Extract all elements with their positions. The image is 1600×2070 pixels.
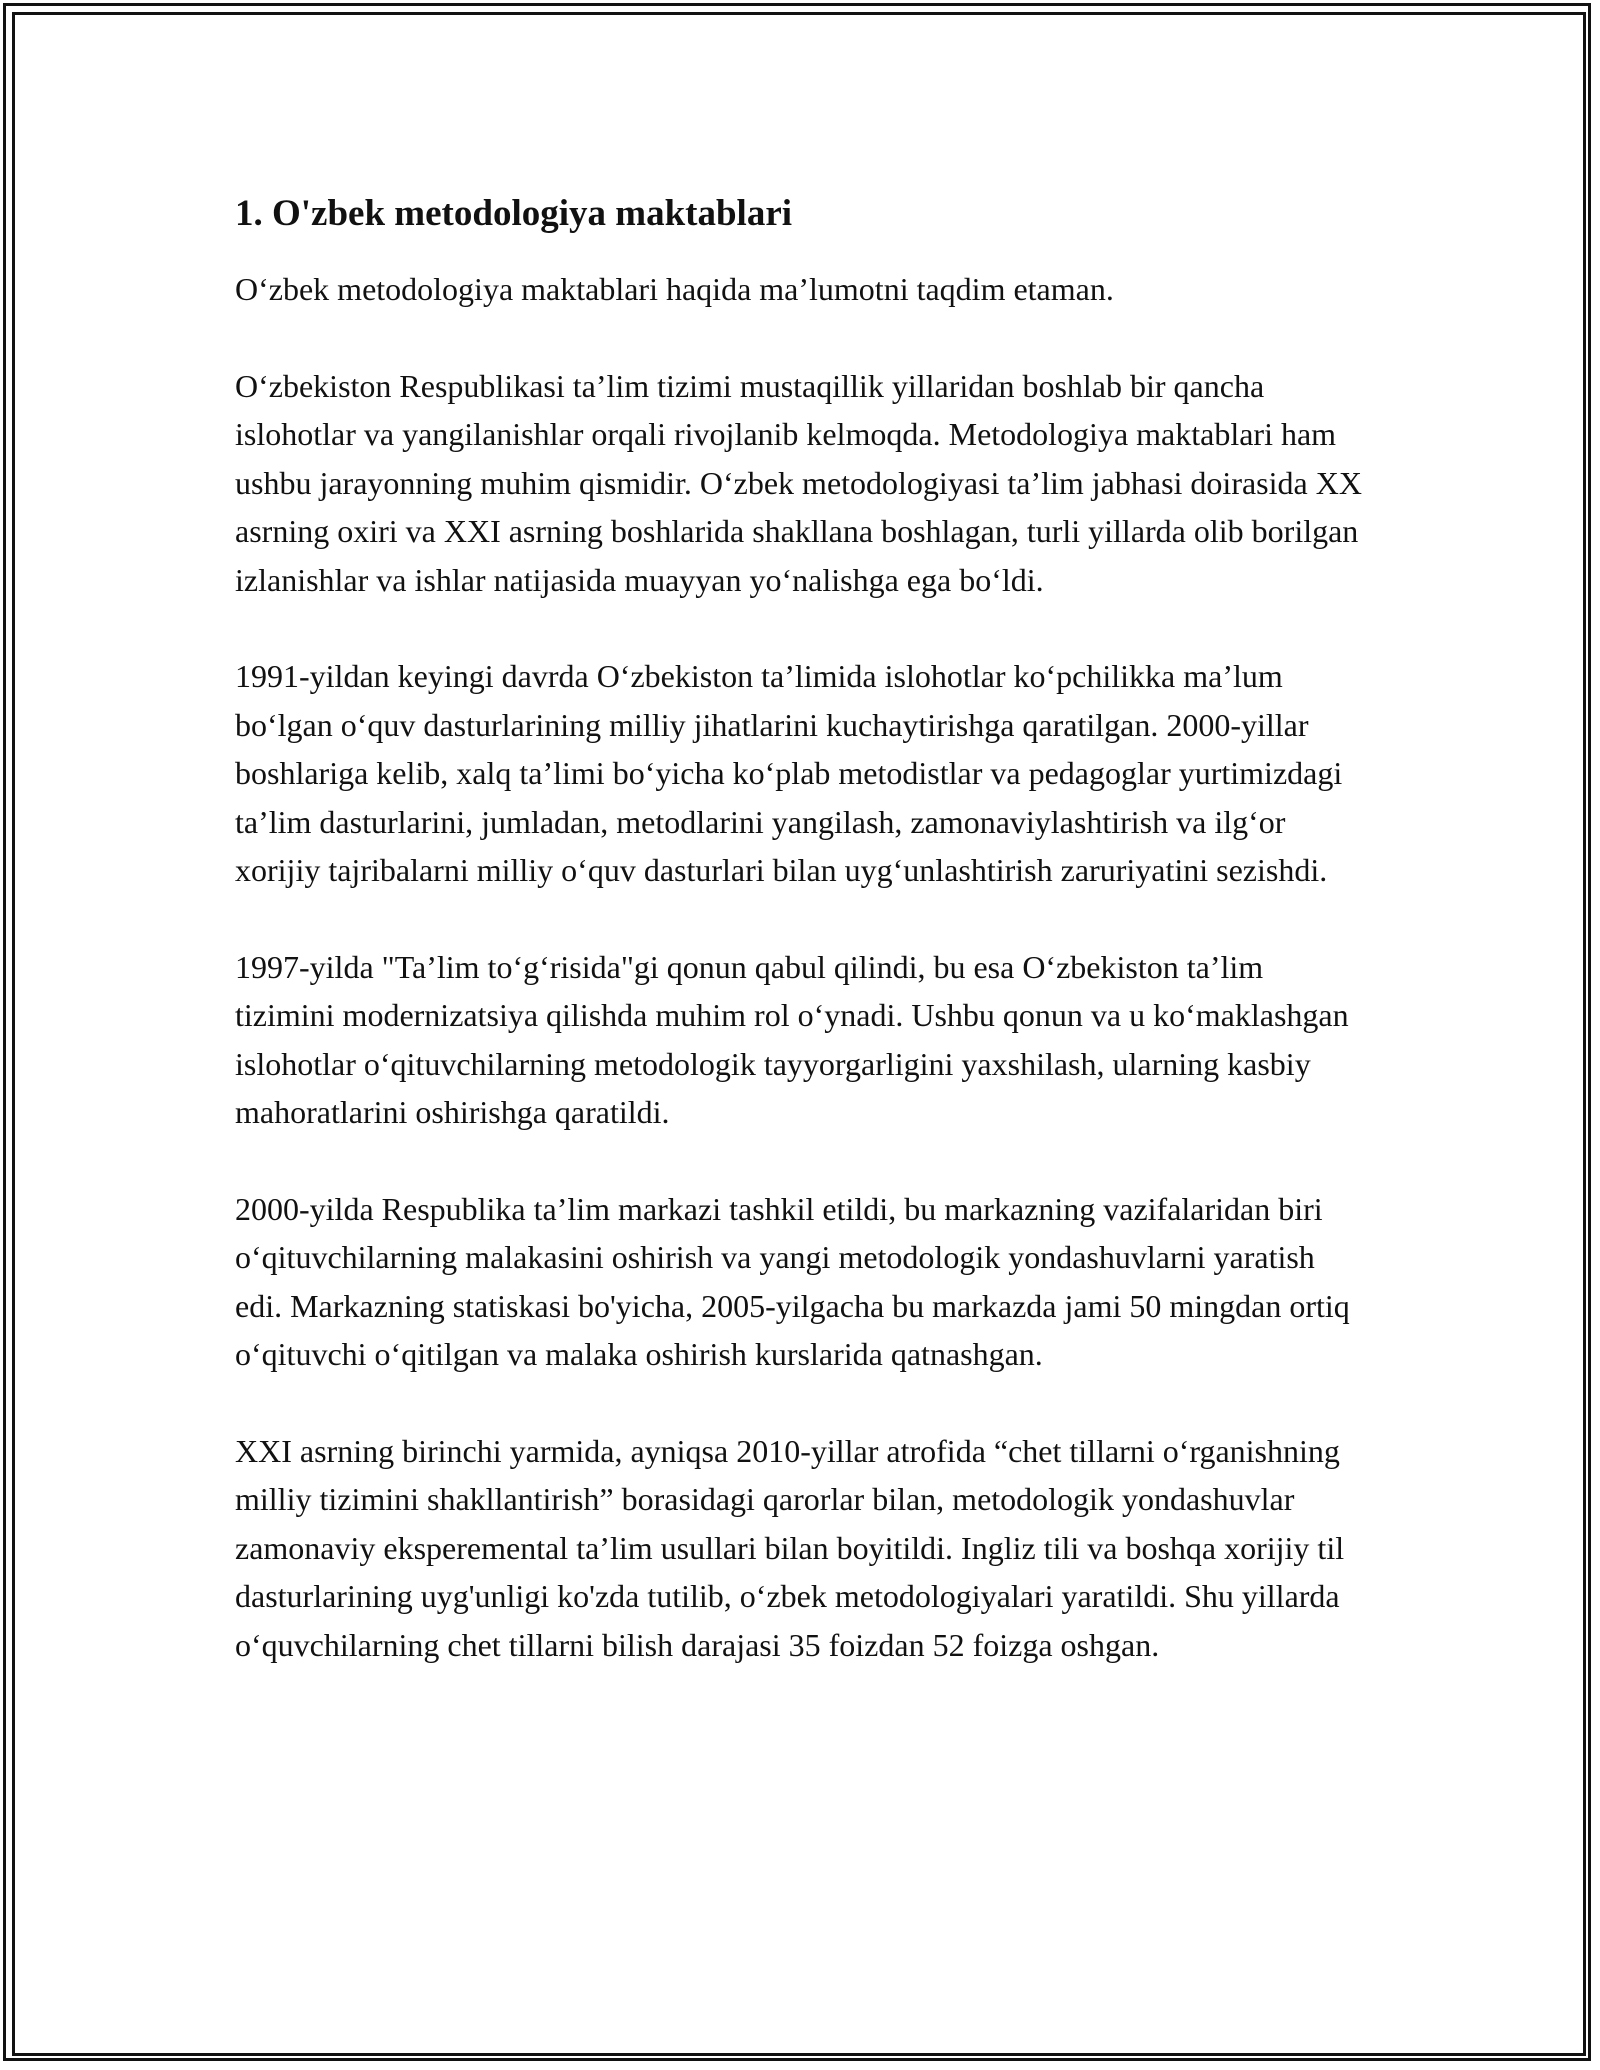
paragraph-intro: O‘zbek metodologiya maktablari haqida ma’lumotni taqdim etaman. (235, 271, 1114, 307)
paragraph-1997-law: 1997-yilda "Ta’lim to‘g‘risida"gi qonun qabul qilindi, bu esa O‘zbekiston ta’lim tizimini modernizatsiya qilishda muhim rol o‘ynadi. Ushbu qonun va u ko‘maklashgan islohotlar o‘qituvchilarning metodologik tayyorgarligini yaxshilash, ularning kasbiy mahoratlarini oshirishga qaratildi. (235, 948, 1349, 1130)
paragraph-1991: 1991-yildan keyingi davrda O‘zbekiston ta’limida islohotlar ko‘pchilikka ma’lum bo‘lgan o‘quv dasturlarining milliy jihatlarini kuchaytirishga qaratilgan. 2000-yillar boshlariga kelib, xalq ta’limi bo‘yicha ko‘plab metodistlar va pedagoglar yurtimizdagi ta’lim dasturlarini, jumladan, metodlarini yangilash, zamonaviylashtirish va ilg‘or xorijiy tajribalarni milliy o‘quv dasturlari bilan uyg‘unlashtirish zaruriyatini sezishdi. (235, 658, 1343, 888)
section-heading: 1. O'zbek metodologiya maktablari (235, 193, 793, 234)
document-body (235, 188, 1365, 1717)
paragraph-2000-center: 2000-yilda Respublika ta’lim markazi tashkil etildi, bu markazning vazifalaridan biri o‘qituvchilarning malakasini oshirish va yangi metodologik yondashuvlarni yaratish edi. Markazning statiskasi bo'yicha, 2005-yilgacha bu markazda jami 50 mingdan ortiq o‘qituvchi o‘qitilgan va malaka oshirish kurslarida qatnashgan. (235, 1190, 1350, 1372)
paragraph-reforms: O‘zbekiston Respublikasi ta’lim tizimi mustaqillik yillaridan boshlab bir qancha islohotlar va yangilanishlar orqali rivojlanib kelmoqda. Metodologiya maktablari ham ushbu jarayonning muhim qismidir. O‘zbek metodologiyasi ta’lim jabhasi doirasida XX asrning oxiri va XXI asrning boshlarida shakllana boshlagan, turli yillarda olib borilgan izlanishlar va ishlar natijasida muayyan yo‘nalishga ega bo‘ldi. (235, 367, 1362, 598)
paragraph-21st-century: XXI asrning birinchi yarmida, ayniqsa 2010-yillar atrofida “chet tillarni o‘rganishning milliy tizimini shakllantirish” borasidagi qarorlar bilan, metodologik yondashuvlar zamonaviy eksperemental ta’lim usullari bilan boyitildi. Ingliz tili va boshqa xorijiy til dasturlarining uyg'unligi ko'zda tutilib, o‘zbek metodologiyalari yaratildi. Shu yillarda o‘quvchilarning chet tillarni bilish darajasi 35 foizdan 52 foizga oshgan. (235, 1432, 1345, 1663)
